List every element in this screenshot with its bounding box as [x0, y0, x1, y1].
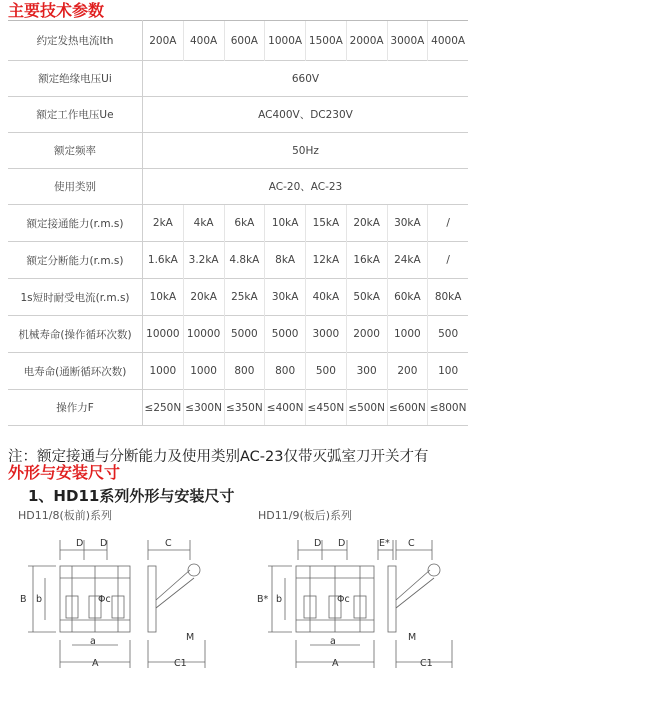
- table-cell: ≤250N: [143, 390, 184, 426]
- table-cell: 3.2kA: [183, 242, 224, 279]
- table-cell: 80kA: [428, 279, 468, 316]
- table-cell: 24kA: [387, 242, 428, 279]
- table-cell: 1000: [143, 353, 184, 390]
- row-label: 1s短时耐受电流(r.m.s): [8, 279, 143, 316]
- label-a-dim-left: A: [92, 658, 99, 669]
- right-drawing-caption: HD11/9(板后)系列: [258, 509, 353, 522]
- label-m-left: M: [186, 632, 195, 643]
- table-cell: 10000: [143, 316, 184, 353]
- table-cell: 6kA: [224, 205, 265, 242]
- table-cell: 800: [224, 353, 265, 390]
- label-sb-left: b: [36, 594, 43, 605]
- table-cell: 30kA: [387, 205, 428, 242]
- table-cell: 5000: [224, 316, 265, 353]
- row-label: 操作力F: [8, 390, 143, 426]
- table-cell: 1000A: [265, 21, 306, 61]
- table-cell: ≤500N: [346, 390, 387, 426]
- table-cell: 5000: [265, 316, 306, 353]
- table-cell: 20kA: [183, 279, 224, 316]
- table-cell: 4.8kA: [224, 242, 265, 279]
- table-cell: ≤400N: [265, 390, 306, 426]
- table-cell: /: [428, 242, 468, 279]
- table-note: 注：额定接通与分断能力及使用类别AC-23仅带灭弧室刀开关才有: [8, 449, 429, 465]
- table-cell: ≤800N: [428, 390, 468, 426]
- table-cell: 100: [428, 353, 468, 390]
- table-cell: 60kA: [387, 279, 428, 316]
- table-cell: ≤300N: [183, 390, 224, 426]
- table-cell: 12kA: [306, 242, 347, 279]
- label-b-left: B: [20, 594, 27, 605]
- table-cell: 10kA: [143, 279, 184, 316]
- table-cell: 2000: [346, 316, 387, 353]
- label-sb-right: b: [276, 594, 283, 605]
- table-cell: 400A: [183, 21, 224, 61]
- table-cell: 1.6kA: [143, 242, 184, 279]
- table-cell: 1000: [387, 316, 428, 353]
- table-cell: 4kA: [183, 205, 224, 242]
- table-cell: 200A: [143, 21, 184, 61]
- tech-params-heading: 主要技术参数: [8, 1, 105, 20]
- table-cell: 800: [265, 353, 306, 390]
- label-d-2: D: [100, 538, 108, 549]
- table-cell: 8kA: [265, 242, 306, 279]
- table-cell: 50kA: [346, 279, 387, 316]
- label-a-right: a: [330, 636, 336, 647]
- label-c1-left: C1: [174, 658, 187, 669]
- row-label: 额定工作电压Ue: [8, 97, 143, 133]
- row-label: 约定发热电流Ith: [8, 21, 143, 61]
- left-front-view: [28, 540, 130, 668]
- label-c-right: C: [408, 538, 415, 549]
- table-cell: 200: [387, 353, 428, 390]
- table-cell-span: AC-20、AC-23: [143, 169, 469, 205]
- row-label: 额定接通能力(r.m.s): [8, 205, 143, 242]
- label-d-4: D: [338, 538, 346, 549]
- table-cell: 3000A: [387, 21, 428, 61]
- table-cell: 4000A: [428, 21, 468, 61]
- table-cell: 1500A: [306, 21, 347, 61]
- table-cell: ≤450N: [306, 390, 347, 426]
- table-cell: 16kA: [346, 242, 387, 279]
- label-d-1: D: [76, 538, 84, 549]
- right-side-view: [378, 540, 452, 668]
- table-cell: ≤350N: [224, 390, 265, 426]
- drawing-labels: [20, 538, 433, 669]
- row-label: 电寿命(通断循环次数): [8, 353, 143, 390]
- table-cell: 30kA: [265, 279, 306, 316]
- table-cell: 15kA: [306, 205, 347, 242]
- table-cell: 10kA: [265, 205, 306, 242]
- label-c-left: C: [165, 538, 172, 549]
- table-cell: 600A: [224, 21, 265, 61]
- table-cell-span: 660V: [143, 61, 469, 97]
- label-e-star: E*: [379, 538, 390, 549]
- table-cell: 3000: [306, 316, 347, 353]
- table-cell: 40kA: [306, 279, 347, 316]
- table-cell: 500: [428, 316, 468, 353]
- label-phic-left: Φc: [98, 594, 111, 605]
- dimensions-heading: 外形与安装尺寸: [8, 463, 121, 482]
- row-label: 额定绝缘电压Ui: [8, 61, 143, 97]
- table-cell: 500: [306, 353, 347, 390]
- table-cell: 25kA: [224, 279, 265, 316]
- table-cell-span: AC400V、DC230V: [143, 97, 469, 133]
- table-cell: 1000: [183, 353, 224, 390]
- label-phic-right: Φc: [337, 594, 350, 605]
- table-cell: 20kA: [346, 205, 387, 242]
- section-title: 1、HD11系列外形与安装尺寸: [28, 487, 235, 505]
- table-cell: 2000A: [346, 21, 387, 61]
- row-label: 额定频率: [8, 133, 143, 169]
- label-d-3: D: [314, 538, 322, 549]
- row-label: 额定分断能力(r.m.s): [8, 242, 143, 279]
- table-cell-span: 50Hz: [143, 133, 469, 169]
- row-label: 使用类别: [8, 169, 143, 205]
- label-b-star: B*: [257, 594, 269, 605]
- table-cell: /: [428, 205, 468, 242]
- label-m-right: M: [408, 632, 417, 643]
- label-a-dim-right: A: [332, 658, 339, 669]
- label-a-left: a: [90, 636, 96, 647]
- table-cell: 10000: [183, 316, 224, 353]
- row-label: 机械寿命(操作循环次数): [8, 316, 143, 353]
- table-cell: 2kA: [143, 205, 184, 242]
- left-drawing-caption: HD11/8(板前)系列: [18, 509, 113, 522]
- table-cell: 300: [346, 353, 387, 390]
- right-front-view: [268, 540, 374, 668]
- label-c1-right: C1: [420, 658, 433, 669]
- left-side-view: [148, 540, 205, 668]
- table-cell: ≤600N: [387, 390, 428, 426]
